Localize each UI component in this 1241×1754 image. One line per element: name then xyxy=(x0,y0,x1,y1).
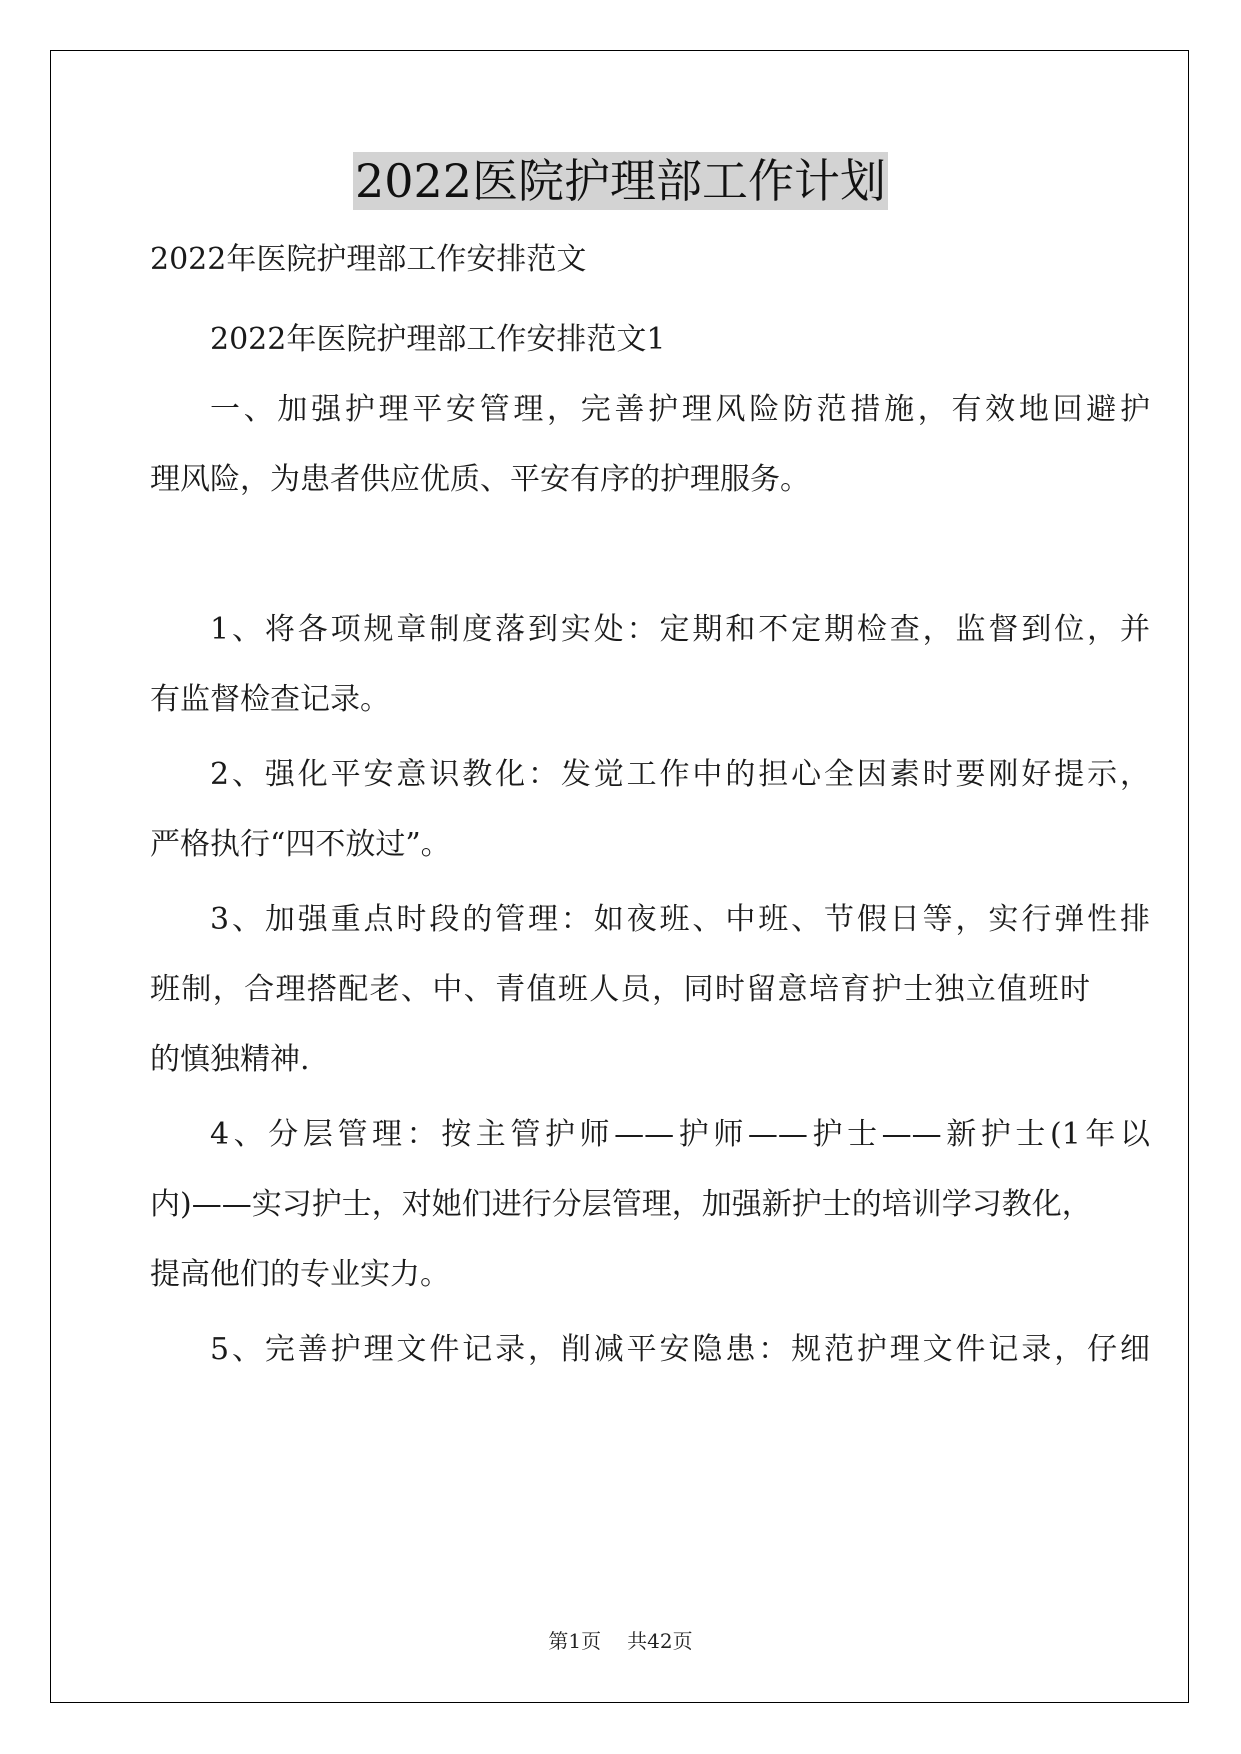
paragraph-line: 有监督检查记录。 xyxy=(150,682,390,717)
paragraph-line: 2、强化平安意识教化：发觉工作中的担心全因素时要刚好提示， xyxy=(210,757,1150,792)
subtitle-line: 2022年医院护理部工作安排范文 xyxy=(150,242,587,277)
page-total: 共42页 xyxy=(627,1629,693,1653)
paragraph-line: 4、分层管理：按主管护师——护师——护士——新护士(1年以 xyxy=(210,1117,1150,1152)
paragraph-line: 严格执行“四不放过”。 xyxy=(150,827,451,862)
paragraph-line: 1、将各项规章制度落到实处：定期和不定期检查，监督到位，并 xyxy=(210,612,1150,647)
paragraph-line: 理风险，为患者供应优质、平安有序的护理服务。 xyxy=(150,462,810,497)
paragraph-line: 提高他们的专业实力。 xyxy=(150,1257,450,1292)
document-title: 2022医院护理部工作计划 xyxy=(354,154,887,208)
section-heading: 2022年医院护理部工作安排范文1 xyxy=(210,322,666,357)
paragraph-line: 3、加强重点时段的管理：如夜班、中班、节假日等，实行弹性排 xyxy=(210,902,1150,937)
title-container xyxy=(0,152,1241,210)
paragraph-line: 的慎独精神. xyxy=(150,1042,310,1077)
page-number: 第1页 xyxy=(548,1629,602,1653)
paragraph-line: 内)——实习护士，对她们进行分层管理，加强新护士的培训学习教化， xyxy=(150,1187,1092,1222)
page-border xyxy=(50,50,1189,1703)
paragraph-line: 5、完善护理文件记录，削减平安隐患：规范护理文件记录，仔细 xyxy=(210,1332,1150,1367)
page-footer xyxy=(0,1628,1241,1654)
paragraph-line: 一、加强护理平安管理，完善护理风险防范措施，有效地回避护 xyxy=(210,392,1150,427)
paragraph-line: 班制，合理搭配老、中、青值班人员，同时留意培育护士独立值班时 xyxy=(150,972,1090,1007)
